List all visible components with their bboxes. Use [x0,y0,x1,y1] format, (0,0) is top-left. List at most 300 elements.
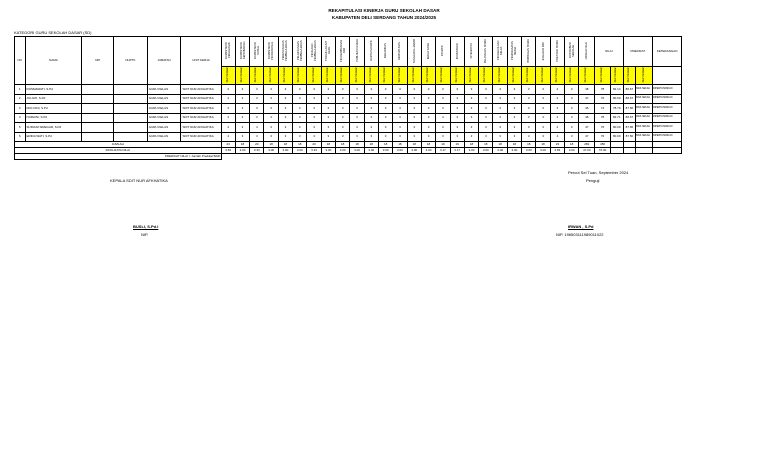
row-predikat: BAIK SEKALI [636,104,653,114]
col-nilai: NILAI [595,37,623,67]
summary-rata-cell: 3.00 [264,148,278,154]
row-nip [82,104,114,114]
row-predikat: BAIK SEKALI [636,132,653,142]
row-score: 3 [393,94,407,104]
row-score: 3 [507,132,521,142]
row-nuptk [114,85,148,95]
row-nuptk [114,132,148,142]
summary-rata-cell: 3.00 [350,148,364,154]
row-score: 3 [565,94,579,104]
row-score: 3 [264,85,278,95]
row-score: 3 [507,113,521,123]
summary-jumlah-label: JUMLAH [15,142,222,148]
summary-rata-cell: 3.00 [336,148,350,154]
row-score: 3 [493,123,507,133]
row-score: 3 [250,104,264,114]
row-score: 3 [235,123,249,133]
row-score: 3 [321,132,335,142]
row-score: 4 [550,132,564,142]
summary-predikat-empty [221,154,681,160]
place-date: Percut Sei Tuan, September 2024 [568,170,629,175]
row-score: 4 [250,123,264,133]
row-score: 3 [479,104,493,114]
row-score: 3 [565,104,579,114]
summary-rata-cell: 3.00 [536,148,550,154]
row-score: 3 [321,94,335,104]
row-jabatan: GURU KELAS [147,132,181,142]
sub-header-cell: Skor Penilaian [264,67,278,85]
row-nuptk [114,113,148,123]
summary-rata-cell: 3.83 [550,148,564,154]
row-score: 4 [436,113,450,123]
sub-header-cell: Skor Penilaian [522,67,536,85]
row-score: 3 [221,104,235,114]
summary-jumlah-cell: 18 [378,142,392,148]
col-indikator: PEMANFAATAN MEDIA [507,37,521,67]
row-score: 3 [436,132,450,142]
row-nilai2: 86.67 [623,113,636,123]
row-score: 3 [293,132,307,142]
sub-header-cell: Skor Penilaian [321,67,335,85]
col-indikator: PELAYANAN SISWA [479,37,493,67]
col-no: NO [15,37,26,85]
row-unit: SDIT NUR AFKHATIKA [181,94,221,104]
row-score: 3 [307,132,321,142]
row-jumlah: 48 [579,113,595,123]
row-score: 3 [393,132,407,142]
col-indikator: INTEGRITAS [464,37,478,67]
col-indikator: KOMPETENSI SOSIAL [250,37,264,67]
row-score: 4 [550,113,564,123]
row-nuptk [114,94,148,104]
col-indikator: KOMPETENSI PROFESIONAL [264,37,278,67]
row-score: 4 [221,123,235,133]
summary-rata-cell: 3.00 [522,148,536,154]
sub-header-cell [653,67,682,85]
row-nama: NURAINI, S.Pd [25,113,82,123]
row-nip [82,94,114,104]
row-score: 3 [421,94,435,104]
summary-predikat-label: PREDIKAT NILAI = Jumlah Predikat BAIK [15,154,222,160]
row-score: 3 [293,104,307,114]
row-score: 3 [536,94,550,104]
sub-header-cell: Skor Penilaian [636,67,653,85]
row-jabatan: GURU KELAS [147,113,181,123]
summary-predikat [15,154,682,160]
summary-rata-cell: 3.00 [421,148,435,154]
row-keterangan: DIPERTAHANKAN [653,94,682,104]
row-score: 3 [350,104,364,114]
sub-header-cell: Skor Penilaian [579,67,595,85]
row-score: 3 [450,123,464,133]
row-nilai: 82.14 [610,85,623,95]
summary-jumlah-cell: 18 [350,142,364,148]
summary-jumlah-cell: 19 [436,142,450,148]
summary-jumlah-cell: 18 [421,142,435,148]
row-score: 3 [421,104,435,114]
row-score: 3 [493,113,507,123]
sub-header-cell: Skor Penilaian [436,67,450,85]
row-no: 6 [15,132,26,142]
row-nama: MULYANI, S.Pd [25,104,82,114]
row-score: 3 [321,113,335,123]
row-score: 3 [479,94,493,104]
row-keterangan: DIPERTAHANKAN [653,123,682,133]
row-score: 3 [493,104,507,114]
row-score: 3 [421,113,435,123]
row-score: 3 [293,94,307,104]
row-score: 3 [264,132,278,142]
row-nip [82,113,114,123]
summary-rata-cell: 3.00 [378,148,392,154]
penguji-label: Penguji [586,178,600,183]
row-score: 3 [493,85,507,95]
table-row [15,113,682,123]
row-score: 3 [464,113,478,123]
sub-header-cell: Skor Penilaian [565,67,579,85]
row-skor: 74 [595,104,611,114]
row-score: 3 [307,113,321,123]
summary-jumlah-cell: 18 [464,142,478,148]
row-score: 3 [565,132,579,142]
row-skor: 76 [595,123,611,133]
row-score: 3 [464,104,478,114]
row-score: 3 [421,132,435,142]
row-score: 3 [507,85,521,95]
row-nilai2: 86.67 [623,85,636,95]
sub-header-cell: Skor Penilaian [250,67,264,85]
row-score: 3 [364,113,378,123]
row-score: 3 [264,104,278,114]
col-indikator: TANGGUNG JAWAB [407,37,421,67]
summary-rata-cell: 3.00 [407,148,421,154]
row-score: 3 [378,85,392,95]
row-unit: SDIT NUR AFKHATIKA [181,132,221,142]
row-score: 3 [321,104,335,114]
summary-jumlah-cell: 20 [307,142,321,148]
kepala-nip: NIP. [141,232,149,237]
col-indikator: KERJA SAMA [421,37,435,67]
sub-header-cell: Skor Penilaian [336,67,350,85]
row-score: 3 [350,132,364,142]
col-indikator: PENILAIAN PEMBELAJARAN [307,37,321,67]
row-score: 3 [278,132,292,142]
sub-header-cell: Skor Penilaian [550,67,564,85]
row-score: 3 [522,94,536,104]
row-score: 3 [336,123,350,133]
row-score: 3 [350,94,364,104]
kepala-name: BUSLI, S.Pd.I [133,224,159,229]
kepala-label: KEPALA SDIT NUR AFKHATIKA [110,178,168,183]
summary-jumlah-cell: 18 [393,142,407,148]
row-score: 3 [378,113,392,123]
col-nuptk: NUPTK [114,37,148,85]
sub-header-cell: Skor Penilaian [393,67,407,85]
summary-rata-cell: 3.83 [221,148,235,154]
summary-jumlah-cell: 18 [321,142,335,148]
row-jabatan: GURU KELAS [147,94,181,104]
row-score: 3 [436,123,450,133]
sub-header-cell: Skor Penilaian [421,67,435,85]
row-score: 3 [307,85,321,95]
summary-rata-cell: 3.17 [450,148,464,154]
sub-header-cell: Skor Penilaian [407,67,421,85]
row-score: 3 [250,132,264,142]
sub-header-cell: Skor Penilaian [450,67,464,85]
summary-rata-cell: 3.17 [436,148,450,154]
summary-rata-cell: 3.00 [278,148,292,154]
row-score: 4 [221,132,235,142]
row-score: 3 [450,85,464,95]
sub-header-cell: Skor Penilaian [350,67,364,85]
row-score: 3 [493,132,507,142]
summary-jumlah-cell: 19 [450,142,464,148]
row-jabatan: GURU KELAS [147,104,181,114]
row-unit: SDIT NUR AFKHATIKA [181,85,221,95]
row-score: 3 [464,123,478,133]
row-no: 4 [15,113,26,123]
summary-rata-cell: 3.00 [293,148,307,154]
row-score: 3 [393,85,407,95]
row-score: 3 [450,113,464,123]
row-score: 3 [350,113,364,123]
row-score: 3 [250,85,264,95]
row-score: 3 [550,104,564,114]
row-score: 3 [464,132,478,142]
summary-jumlah-cell: 23 [550,142,564,148]
row-score: 3 [536,123,550,133]
table-row [15,85,682,95]
row-score: 3 [507,123,521,133]
sub-header-cell: Skor Penilaian [507,67,521,85]
summary-jumlah-cell: 456 [595,142,611,148]
summary-rata-label: RATA-RATA NILAI [15,148,222,154]
sub-header-cell: Skor Penilaian [464,67,478,85]
row-no: 5 [15,123,26,133]
col-indikator: TINDAK LANJUT HASIL [321,37,335,67]
row-jumlah: 45 [579,104,595,114]
row-score: 3 [479,85,493,95]
row-score: 3 [235,132,249,142]
col-indikator: KEDISIPLINAN [393,37,407,67]
sub-header-cell: Skor Penilaian [235,67,249,85]
row-score: 3 [522,123,536,133]
row-score: 3 [250,94,264,104]
summary-jumlah-cell: 18 [507,142,521,148]
col-unit-kerja: UNIT KERJA [181,37,221,85]
sub-header-cell: Skor Penilaian [595,67,611,85]
report-subtitle: KABUPATEN DELI SERDANG TAHUN 2024/2025 [331,15,437,20]
summary-jumlah-cell: 23 [221,142,235,148]
row-score: 3 [235,113,249,123]
col-jabatan: JABATAN [147,37,181,85]
sub-header-cell: Skor Penilaian [536,67,550,85]
row-score: 3 [565,123,579,133]
col-nip: NIP [82,37,114,85]
row-score: 3 [336,85,350,95]
row-score: 3 [293,85,307,95]
row-score: 3 [378,94,392,104]
row-skor: 78 [595,85,611,95]
row-score: 4 [221,94,235,104]
row-score: 3 [378,123,392,133]
row-score: 3 [393,113,407,123]
row-score: 3 [421,85,435,95]
summary-rata-cell: 76.00 [595,148,611,154]
summary-rata-cell: 3.00 [364,148,378,154]
col-indikator: PUBLIKASI ILMIAH [350,37,364,67]
table-row [15,132,682,142]
row-score: 3 [407,104,421,114]
col-indikator: PENGELOLAAN KELAS [493,37,507,67]
row-score: 4 [550,94,564,104]
col-indikator: KOMUNIKASI [450,37,464,67]
row-jabatan: GURU KELAS [147,123,181,133]
row-score: 3 [350,123,364,133]
row-nilai: 80.00 [610,94,623,104]
row-nuptk [114,123,148,133]
row-score: 4 [221,85,235,95]
row-no: 2 [15,94,26,104]
row-score: 3 [235,85,249,95]
row-score: 3 [364,94,378,104]
col-nama: NAMA [25,37,82,85]
col-indikator: PELAKSANAAN PEMBELAJARAN [293,37,307,67]
col-indikator: KOMPETENSI PEDAGOGIK [221,37,235,67]
row-score: 3 [522,85,536,95]
row-score: 3 [393,104,407,114]
row-score: 3 [464,85,478,95]
summary-jumlah-cell: 18 [293,142,307,148]
category-label: KATEGORI GURU SEKOLAH DASAR (SD) [14,30,92,35]
row-score: 4 [550,123,564,133]
row-score: 3 [350,85,364,95]
row-score: 3 [407,94,421,104]
row-score: 3 [336,113,350,123]
row-jumlah: 47 [579,94,595,104]
row-score: 3 [307,123,321,133]
col-indikator: KARYA INOVATIF [364,37,378,67]
row-keterangan: DIPERTAHANKAN [653,113,682,123]
row-score: 3 [393,123,407,133]
row-nama: ERIDA WATI, S.Pd [25,132,82,142]
row-score: 3 [264,113,278,123]
row-score: 3 [565,85,579,95]
summary-jumlah-cell: 18 [235,142,249,148]
row-nilai: 80.00 [610,123,623,133]
row-nilai2: 87.50 [623,104,636,114]
row-score: 3 [536,132,550,142]
row-score: 3 [264,94,278,104]
row-score: 3 [235,104,249,114]
row-jumlah: 47 [579,123,595,133]
col-predikat: PREDIKAT [623,37,653,67]
row-nilai2: 87.50 [623,123,636,133]
row-nama: JULIATI, S.Pd [25,94,82,104]
row-score: 3 [479,123,493,133]
summary-jumlah-cell: 18 [522,142,536,148]
col-indikator: PERENCANAAN PEMBELAJARAN [278,37,292,67]
row-score: 3 [364,104,378,114]
sub-header-cell: Skor Penilaian [364,67,378,85]
summary-rata-cell: 3.00 [479,148,493,154]
row-unit: SDIT NUR AFKHATIKA [181,123,221,133]
col-indikator: KOMPETENSI KEPRIBADIAN [235,37,249,67]
row-jabatan: GURU KELAS [147,85,181,95]
row-score: 3 [278,113,292,123]
row-predikat: BAIK SEKALI [636,85,653,95]
row-unit: SDIT NUR AFKHATIKA [181,113,221,123]
row-score: 3 [293,113,307,123]
table-row [15,123,682,133]
report-title: REKAPITULASI KINERJA GURU SEKOLAH DASAR [328,8,440,13]
row-score: 4 [221,113,235,123]
summary-jumlah-cell: 20 [250,142,264,148]
row-nilai2: 86.67 [623,94,636,104]
summary-rata-cell: 3.00 [464,148,478,154]
sub-header-cell: Skor Penilaian [221,67,235,85]
row-predikat: BAIK SEKALI [636,123,653,133]
row-no: 1 [15,85,26,95]
row-score: 3 [436,104,450,114]
row-nilai2: 87.50 [623,132,636,142]
summary-rata-cell: 3.00 [507,148,521,154]
row-score: 3 [436,94,450,104]
summary-rata-cell: 3.00 [235,148,249,154]
summary-jumlah-cell: 18 [364,142,378,148]
row-score: 3 [364,132,378,142]
row-score: 3 [450,104,464,114]
row-score: 3 [464,94,478,104]
row-score: 3 [235,94,249,104]
sub-header-cell: Skor Penilaian [493,67,507,85]
row-jumlah: 47 [579,132,595,142]
row-score: 3 [436,85,450,95]
sub-header-cell: Skor Penilaian [610,67,623,85]
row-score: 3 [407,113,421,123]
row-score: 3 [321,123,335,133]
row-score: 3 [378,104,392,114]
col-indikator: INISIATIF [436,37,450,67]
summary-jumlah-cell: 18 [536,142,550,148]
kinerja-table [14,36,682,160]
sub-header-cell: Skor Penilaian [278,67,292,85]
sub-header-cell: Skor Penilaian [307,67,321,85]
row-score: 3 [264,123,278,133]
row-score: 3 [407,123,421,133]
row-score: 3 [307,94,321,104]
sub-header-cell: Skor Penilaian [293,67,307,85]
row-score: 3 [493,94,507,104]
row-score: 3 [307,104,321,114]
row-score: 3 [565,113,579,123]
row-keterangan: DIPERTAHANKAN [653,132,682,142]
row-score: 3 [278,104,292,114]
row-score: 3 [336,132,350,142]
row-score: 3 [364,85,378,95]
summary-rata-cell: 3.00 [321,148,335,154]
row-score: 4 [321,85,335,95]
row-score: 3 [378,132,392,142]
penguji-nip: NIP. 196503111989011022 [556,232,604,237]
row-score: 3 [407,85,421,95]
col-indikator: BIMBINGAN SISWA [522,37,536,67]
summary-jumlah-cell: 18 [278,142,292,148]
row-score: 3 [522,104,536,114]
col-keterangan: KETERANGAN [653,37,682,67]
row-nama: ROSMAWATI, S.Pd [25,85,82,95]
row-nilai: 80.00 [610,132,623,142]
